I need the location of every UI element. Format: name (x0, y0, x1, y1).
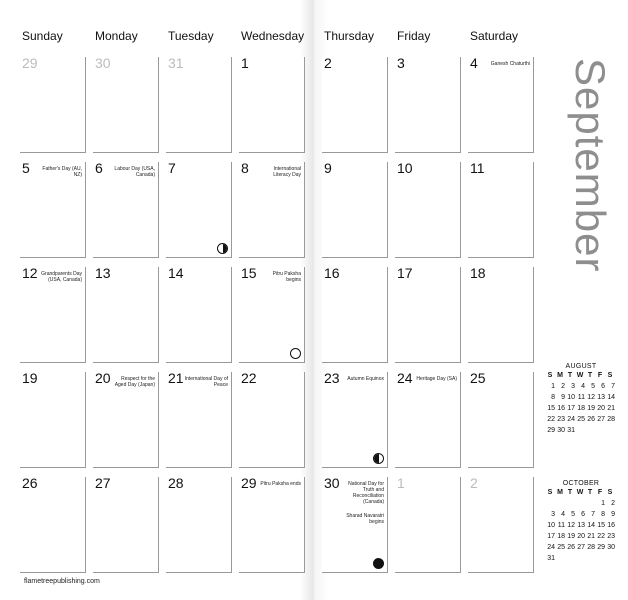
mini-day: 12 (567, 522, 575, 529)
last-quarter-moon-icon (373, 453, 384, 464)
mini-day: 8 (601, 511, 605, 518)
day-cell (468, 57, 534, 153)
day-name: Sunday (22, 29, 63, 43)
day-cell (239, 372, 305, 468)
mini-calendar-grid (545, 371, 617, 435)
day-number: 30 (324, 475, 340, 491)
mini-day: 27 (577, 544, 585, 551)
mini-weekday-header: W (576, 372, 584, 379)
mini-day: 27 (597, 416, 605, 423)
mini-day: 15 (547, 405, 555, 412)
mini-day: 15 (597, 522, 605, 529)
event-label: International Day of Peace (184, 376, 228, 388)
day-cell (468, 372, 534, 468)
day-cell (166, 267, 232, 363)
day-cell (395, 372, 461, 468)
day-number: 10 (397, 160, 413, 176)
day-number: 30 (95, 55, 111, 71)
mini-day: 23 (557, 416, 565, 423)
mini-day: 29 (597, 544, 605, 551)
mini-day: 16 (557, 405, 565, 412)
day-number: 7 (168, 160, 176, 176)
mini-day: 11 (577, 394, 585, 401)
day-cell (20, 57, 86, 153)
mini-day: 26 (587, 416, 595, 423)
event-label: Autumn Equinox (347, 376, 384, 382)
day-cell (93, 267, 159, 363)
day-number: 12 (22, 265, 38, 281)
mini-day: 23 (607, 533, 615, 540)
day-number: 23 (324, 370, 340, 386)
day-cell (93, 372, 159, 468)
mini-day: 30 (607, 544, 615, 551)
mini-day: 28 (587, 544, 595, 551)
mini-weekday-header: S (607, 489, 613, 496)
day-number: 16 (324, 265, 340, 281)
day-number: 19 (22, 370, 38, 386)
mini-day: 5 (591, 383, 595, 390)
mini-day: 7 (611, 383, 615, 390)
mini-day: 14 (587, 522, 595, 529)
publisher-footer: flametreepublishing.com (24, 578, 100, 585)
day-number: 8 (241, 160, 249, 176)
mini-day: 10 (567, 394, 575, 401)
new-moon-icon (373, 558, 384, 569)
mini-day (585, 426, 595, 435)
mini-day (575, 499, 585, 508)
day-number: 26 (22, 475, 38, 491)
day-cell (239, 162, 305, 258)
day-number: 4 (470, 55, 478, 71)
mini-weekday-header: T (567, 372, 573, 379)
day-cell (239, 267, 305, 363)
mini-day: 19 (587, 405, 595, 412)
event-label: International Literacy Day (273, 166, 301, 178)
mini-weekday-header: T (587, 372, 593, 379)
mini-day: 1 (601, 500, 605, 507)
mini-day: 18 (577, 405, 585, 412)
event-label: National Day for Truth and Reconciliation (Canada) (348, 481, 384, 505)
mini-day: 22 (597, 533, 605, 540)
day-number: 18 (470, 265, 486, 281)
event-label: Labour Day (USA, Canada) (114, 166, 155, 178)
mini-day: 9 (611, 511, 615, 518)
day-number: 1 (241, 55, 249, 71)
event-label: Ganesh Chaturthi (490, 61, 530, 67)
mini-weekday-header: T (567, 489, 573, 496)
day-cell (468, 267, 534, 363)
month-title: September (567, 58, 614, 273)
day-number: 27 (95, 475, 111, 491)
mini-weekday-header: S (607, 372, 613, 379)
mini-day: 10 (547, 522, 555, 529)
day-name: Wednesday (241, 29, 305, 43)
mini-day: 9 (561, 394, 565, 401)
day-cell (20, 372, 86, 468)
event-label: Heritage Day (SA) (416, 376, 457, 382)
mini-day: 30 (557, 427, 565, 434)
mini-day (575, 426, 585, 435)
day-number: 3 (397, 55, 405, 71)
mini-day: 5 (571, 511, 575, 518)
mini-weekday-header: T (587, 489, 593, 496)
mini-calendar-title: AUGUST (565, 363, 597, 370)
event-label: Respect for the Aged Day (Japan) (114, 376, 155, 388)
mini-day (605, 426, 615, 435)
day-number: 13 (95, 265, 111, 281)
mini-day: 3 (551, 511, 555, 518)
mini-day (545, 499, 555, 508)
event-label: Sharad Navaratri begins (346, 513, 384, 525)
event-label: Pitru Paksha ends (260, 481, 301, 487)
mini-calendar-august (545, 363, 617, 435)
day-name: Saturday (470, 29, 519, 43)
mini-day: 20 (597, 405, 605, 412)
mini-day: 20 (577, 533, 585, 540)
day-name: Thursday (324, 29, 375, 43)
day-name: Tuesday (168, 29, 214, 43)
mini-day: 11 (557, 522, 565, 529)
mini-day: 26 (567, 544, 575, 551)
day-number: 6 (95, 160, 103, 176)
mini-calendar-title: OCTOBER (562, 480, 600, 487)
day-cell (239, 57, 305, 153)
mini-weekday-header: F (597, 372, 603, 379)
mini-day: 1 (551, 383, 555, 390)
day-number: 29 (241, 475, 257, 491)
mini-day: 12 (587, 394, 595, 401)
event-label: Pitru Paksha begins (272, 271, 301, 283)
day-cell (166, 477, 232, 573)
mini-day: 24 (547, 544, 555, 551)
day-cell (468, 162, 534, 258)
day-number: 2 (324, 55, 332, 71)
mini-day: 6 (601, 383, 605, 390)
mini-day: 13 (597, 394, 605, 401)
mini-day: 21 (607, 405, 615, 412)
day-cell (322, 477, 388, 573)
day-number: 31 (168, 55, 184, 71)
day-cell (20, 162, 86, 258)
day-number: 17 (397, 265, 413, 281)
mini-day: 24 (567, 416, 575, 423)
mini-day (565, 499, 575, 508)
mini-day: 4 (581, 383, 585, 390)
mini-day (585, 499, 595, 508)
mini-day: 25 (577, 416, 585, 423)
mini-day: 29 (547, 427, 555, 434)
mini-day: 4 (561, 511, 565, 518)
day-cell (395, 267, 461, 363)
day-cell (20, 477, 86, 573)
day-number: 21 (168, 370, 184, 386)
mini-weekday-header: M (557, 372, 563, 379)
mini-day (595, 426, 605, 435)
mini-day: 3 (571, 383, 575, 390)
event-label: Grandparents Day (USA, Canada) (41, 271, 82, 283)
mini-day: 17 (567, 405, 575, 412)
day-number: 24 (397, 370, 413, 386)
day-number: 5 (22, 160, 30, 176)
day-number: 20 (95, 370, 111, 386)
day-number: 15 (241, 265, 257, 281)
day-number: 29 (22, 55, 38, 71)
first-quarter-moon-icon (217, 243, 228, 254)
day-cell (93, 477, 159, 573)
mini-day: 19 (567, 533, 575, 540)
mini-calendar-grid (545, 488, 617, 563)
day-cell (322, 57, 388, 153)
mini-day: 2 (611, 500, 615, 507)
mini-day: 31 (567, 427, 575, 434)
day-cell (239, 477, 305, 573)
mini-day: 25 (557, 544, 565, 551)
mini-day: 16 (607, 522, 615, 529)
mini-calendar-october (545, 480, 617, 563)
day-cell (322, 372, 388, 468)
mini-day: 21 (587, 533, 595, 540)
mini-weekday-header: M (557, 489, 563, 496)
day-number: 9 (324, 160, 332, 176)
mini-day: 8 (551, 394, 555, 401)
day-cell (166, 372, 232, 468)
day-name: Monday (95, 29, 138, 43)
day-number: 14 (168, 265, 184, 281)
day-number: 11 (470, 160, 485, 176)
day-number: 28 (168, 475, 184, 491)
mini-day: 6 (581, 511, 585, 518)
full-moon-icon (290, 348, 301, 359)
day-cell (20, 267, 86, 363)
mini-weekday-header: S (547, 489, 553, 496)
event-label: Father's Day (AU, NZ) (42, 166, 82, 178)
mini-weekday-header: S (547, 372, 553, 379)
mini-day (555, 499, 565, 508)
day-cell (468, 477, 534, 573)
day-number: 25 (470, 370, 486, 386)
mini-weekday-header: F (597, 489, 603, 496)
day-cell (395, 57, 461, 153)
mini-day: 22 (547, 416, 555, 423)
mini-day: 17 (547, 533, 555, 540)
day-number: 1 (397, 475, 405, 491)
day-cell (93, 57, 159, 153)
day-number: 22 (241, 370, 257, 386)
day-cell (395, 162, 461, 258)
day-cell (322, 162, 388, 258)
mini-day: 14 (607, 394, 615, 401)
mini-day: 7 (591, 511, 595, 518)
day-cell (93, 162, 159, 258)
day-number: 2 (470, 475, 478, 491)
day-cell (166, 57, 232, 153)
mini-day: 2 (561, 383, 565, 390)
mini-day: 13 (577, 522, 585, 529)
day-cell (395, 477, 461, 573)
mini-day: 18 (557, 533, 565, 540)
mini-weekday-header: W (576, 489, 584, 496)
mini-day: 28 (607, 416, 615, 423)
day-cell (166, 162, 232, 258)
mini-day: 31 (547, 555, 555, 562)
day-cell (322, 267, 388, 363)
day-name: Friday (397, 29, 431, 43)
